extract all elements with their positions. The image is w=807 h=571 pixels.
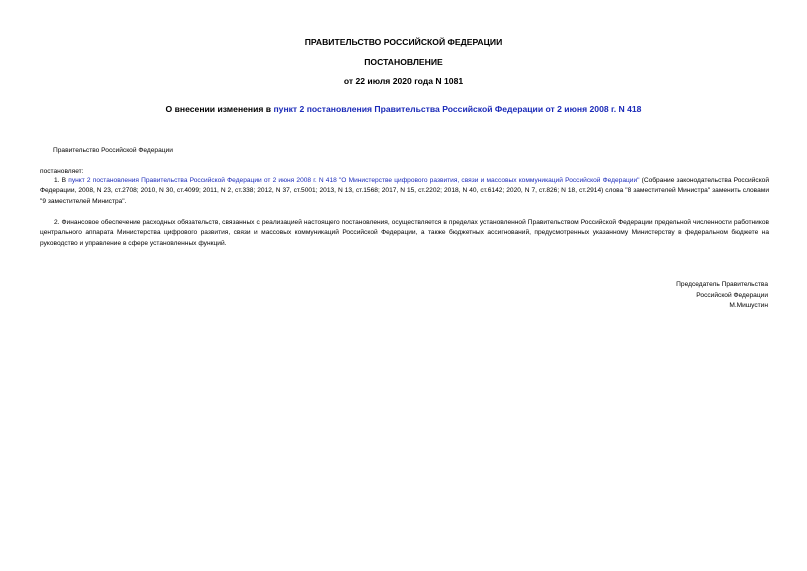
paragraph-1-link[interactable]: пункт 2 постановления Правительства Российской Федерации от 2 июня 2008 г. N 418 "О Министерстве цифрового развития, связи и массовых коммуникаций Российской Федерации"	[68, 177, 640, 184]
signature-org: Российской Федерации	[696, 291, 768, 299]
document-subject	[0, 104, 807, 115]
subject-link[interactable]: пункт 2 постановления Правительства Российской Федерации от 2 июня 2008 г. N 418	[273, 104, 642, 114]
government-line: Правительство Российской Федерации	[53, 147, 173, 154]
decrees-line: постановляет:	[40, 168, 84, 175]
paragraph-1-text: (Собрание законодательства Российской Федерации, 2008, N 23, ст.2708; 2010, N 30, ст.4099; 2011, N 2, ст.338; 2012, N 37, ст.5001; 2013, N 13, ст.1568; 2017, N 15, ст.2202; 2018, N 40, ст.6142; 2020, N 7, ст.826; N 18, ст.2914) слова "8 заместителей Министра" заменить словами "9 заместителей Министра".	[40, 177, 770, 205]
subject-prefix: О внесении изменения в	[165, 104, 274, 114]
paragraph-2: 2. Финансовое обеспечение расходных обязательств, связанных с реализацией настоящего постановления, осуществляется в пределах установленной Правительством Российской Федерации предельной численности работников центрального аппарата Министерства цифрового развития, связи и массовых коммуникаций Российской Федерации, а также бюджетных ассигнований, предусмотренных указанному Министерству в федеральном бюджете на руководство и управление в сфере установленных функций.	[40, 219, 769, 247]
paragraph-1	[40, 176, 769, 207]
issuer-title: ПРАВИТЕЛЬСТВО РОССИЙСКОЙ ФЕДЕРАЦИИ	[304, 37, 503, 47]
paragraph-1-number: 1. В	[54, 177, 69, 184]
signature-position: Председатель Правительства	[676, 281, 768, 288]
signature-block	[676, 280, 768, 312]
document-date-number: от 22 июля 2020 года N 1081	[343, 76, 464, 86]
signature-name: М.Мишустин	[729, 302, 768, 310]
document-type: ПОСТАНОВЛЕНИЕ	[364, 57, 443, 67]
